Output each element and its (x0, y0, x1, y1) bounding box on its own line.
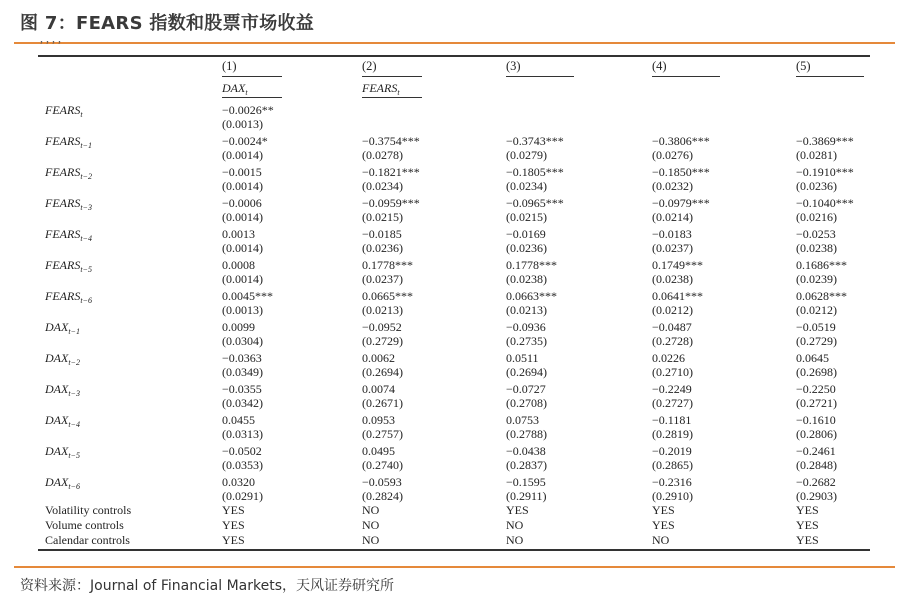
row-label-base: DAX (45, 413, 69, 427)
column-number-1: (1) (222, 59, 237, 73)
coefficient-cell: −0.3743*** (506, 134, 564, 148)
table-bottom-rule (38, 549, 870, 551)
std-error-cell: (0.0014) (222, 148, 263, 162)
coefficient-cell: −0.3869*** (796, 134, 854, 148)
std-error-cell: (0.0279) (506, 148, 547, 162)
std-error-cell: (0.2788) (506, 427, 547, 441)
control-value-cell: YES (796, 518, 819, 532)
control-label: Calendar controls (45, 533, 130, 547)
coefficient-cell: 0.0753 (506, 413, 539, 427)
control-value-cell: NO (362, 503, 380, 517)
control-value-cell: YES (796, 503, 819, 517)
control-value-cell: YES (796, 533, 819, 547)
coefficient-cell: −0.0169 (506, 227, 546, 241)
coefficient-cell: 0.1778*** (362, 258, 413, 272)
source-divider (14, 566, 895, 568)
column-number-4: (4) (652, 59, 667, 73)
std-error-cell: (0.0353) (222, 458, 263, 472)
std-error-cell: (0.0276) (652, 148, 693, 162)
table-top-rule (38, 55, 870, 57)
row-label-subscript: t (80, 110, 83, 119)
coefficient-cell: 0.0062 (362, 351, 395, 365)
coefficient-cell: −0.0185 (362, 227, 402, 241)
std-error-cell: (0.2721) (796, 396, 837, 410)
coefficient-cell: −0.1805*** (506, 165, 564, 179)
row-label-subscript: t−2 (68, 358, 80, 367)
std-error-cell: (0.0213) (362, 303, 403, 317)
std-error-cell: (0.0238) (652, 272, 693, 286)
std-error-cell: (0.0216) (796, 210, 837, 224)
std-error-cell: (0.0215) (362, 210, 403, 224)
row-label (45, 320, 80, 339)
std-error-cell: (0.0215) (506, 210, 547, 224)
row-label-subscript: t−6 (68, 482, 80, 491)
coefficient-cell: 0.0099 (222, 320, 255, 334)
std-error-cell: (0.0281) (796, 148, 837, 162)
row-label-base: FEARS (45, 134, 81, 148)
coefficient-cell: 0.0641*** (652, 289, 703, 303)
std-error-cell: (0.0236) (362, 241, 403, 255)
dependent-variable-base: FEARS (362, 81, 398, 95)
coefficient-cell: −0.0593 (362, 475, 402, 489)
column-underline-3 (506, 76, 574, 77)
dependent-variable-subscript: t (245, 88, 248, 97)
coefficient-cell: 0.0495 (362, 444, 395, 458)
row-label (45, 351, 80, 370)
dependent-variable-base: DAX (222, 81, 246, 95)
row-label-subscript: t−3 (68, 389, 80, 398)
coefficient-cell: −0.2249 (652, 382, 692, 396)
figure-title: 图 7：FEARS 指数和股票市场收益 (20, 13, 315, 34)
coefficient-cell: −0.1850*** (652, 165, 710, 179)
std-error-cell: (0.2735) (506, 334, 547, 348)
std-error-cell: (0.0236) (506, 241, 547, 255)
std-error-cell: (0.0349) (222, 365, 263, 379)
std-error-cell: (0.0014) (222, 272, 263, 286)
row-label-subscript: t−6 (80, 296, 92, 305)
std-error-cell: (0.0213) (506, 303, 547, 317)
coefficient-cell: −0.0006 (222, 196, 262, 210)
std-error-cell: (0.2710) (652, 365, 693, 379)
row-label-base: FEARS (45, 103, 81, 117)
row-label (45, 196, 92, 215)
control-value-cell: NO (362, 533, 380, 547)
coefficient-cell: −0.2250 (796, 382, 836, 396)
row-label-subscript: t−5 (68, 451, 80, 460)
column-underline-2 (362, 76, 422, 77)
coefficient-cell: 0.1749*** (652, 258, 703, 272)
coefficient-cell: −0.1610 (796, 413, 836, 427)
coefficient-cell: −0.2461 (796, 444, 836, 458)
coefficient-cell: 0.0455 (222, 413, 255, 427)
std-error-cell: (0.0291) (222, 489, 263, 503)
std-error-cell: (0.0234) (506, 179, 547, 193)
coefficient-cell: −0.0965*** (506, 196, 564, 210)
coefficient-cell: −0.0438 (506, 444, 546, 458)
control-value-cell: NO (652, 533, 670, 547)
std-error-cell: (0.0313) (222, 427, 263, 441)
control-value-cell: YES (222, 503, 245, 517)
std-error-cell: (0.2729) (796, 334, 837, 348)
std-error-cell: (0.0212) (652, 303, 693, 317)
coefficient-cell: −0.0519 (796, 320, 836, 334)
coefficient-cell: −0.0936 (506, 320, 546, 334)
coefficient-cell: −0.2682 (796, 475, 836, 489)
coefficient-cell: 0.0320 (222, 475, 255, 489)
coefficient-cell: 0.0045*** (222, 289, 273, 303)
coefficient-cell: −0.0183 (652, 227, 692, 241)
control-value-cell: YES (652, 518, 675, 532)
control-value-cell: NO (362, 518, 380, 532)
row-label-subscript: t−4 (68, 420, 80, 429)
control-value-cell: YES (222, 533, 245, 547)
dependent-underline-2 (362, 97, 422, 98)
coefficient-cell: 0.0008 (222, 258, 255, 272)
std-error-cell: (0.0238) (796, 241, 837, 255)
std-error-cell: (0.0214) (652, 210, 693, 224)
column-number-3: (3) (506, 59, 521, 73)
std-error-cell: (0.0014) (222, 241, 263, 255)
row-label (45, 165, 92, 184)
std-error-cell: (0.0237) (652, 241, 693, 255)
coefficient-cell: −0.3806*** (652, 134, 710, 148)
coefficient-cell: −0.3754*** (362, 134, 420, 148)
std-error-cell: (0.2694) (506, 365, 547, 379)
std-error-cell: (0.2694) (362, 365, 403, 379)
row-label (45, 382, 80, 401)
row-label-subscript: t−1 (80, 141, 92, 150)
std-error-cell: (0.2728) (652, 334, 693, 348)
coefficient-cell: 0.0663*** (506, 289, 557, 303)
std-error-cell: (0.0013) (222, 303, 263, 317)
coefficient-cell: −0.1040*** (796, 196, 854, 210)
row-label-base: DAX (45, 320, 69, 334)
row-label (45, 227, 92, 246)
coefficient-cell: 0.0645 (796, 351, 829, 365)
std-error-cell: (0.2837) (506, 458, 547, 472)
row-label-subscript: t−3 (80, 203, 92, 212)
row-label (45, 289, 92, 308)
coefficient-cell: −0.0355 (222, 382, 262, 396)
std-error-cell: (0.0232) (652, 179, 693, 193)
std-error-cell: (0.0239) (796, 272, 837, 286)
coefficient-cell: −0.2019 (652, 444, 692, 458)
std-error-cell: (0.2910) (652, 489, 693, 503)
coefficient-cell: 0.1686*** (796, 258, 847, 272)
coefficient-cell: −0.0015 (222, 165, 262, 179)
row-label-base: DAX (45, 475, 69, 489)
coefficient-cell: 0.0628*** (796, 289, 847, 303)
row-label (45, 134, 92, 153)
row-label-subscript: t−4 (80, 234, 92, 243)
coefficient-cell: −0.2316 (652, 475, 692, 489)
coefficient-cell: 0.0013 (222, 227, 255, 241)
std-error-cell: (0.2848) (796, 458, 837, 472)
std-error-cell: (0.0238) (506, 272, 547, 286)
coefficient-cell: −0.0487 (652, 320, 692, 334)
std-error-cell: (0.2806) (796, 427, 837, 441)
std-error-cell: (0.2727) (652, 396, 693, 410)
std-error-cell: (0.2903) (796, 489, 837, 503)
row-label-base: DAX (45, 382, 69, 396)
row-label (45, 103, 83, 122)
coefficient-cell: 0.1778*** (506, 258, 557, 272)
coefficient-cell: 0.0511 (506, 351, 539, 365)
row-label-subscript: t−2 (80, 172, 92, 181)
std-error-cell: (0.2698) (796, 365, 837, 379)
coefficient-cell: −0.0959*** (362, 196, 420, 210)
coefficient-cell: −0.0979*** (652, 196, 710, 210)
coefficient-cell: −0.1910*** (796, 165, 854, 179)
row-label-subscript: t−1 (68, 327, 80, 336)
std-error-cell: (0.2824) (362, 489, 403, 503)
coefficient-cell: 0.0953 (362, 413, 395, 427)
row-label-base: DAX (45, 444, 69, 458)
dependent-underline-1 (222, 97, 282, 98)
std-error-cell: (0.0304) (222, 334, 263, 348)
row-label (45, 258, 92, 277)
coefficient-cell: −0.0502 (222, 444, 262, 458)
control-value-cell: YES (652, 503, 675, 517)
coefficient-cell: −0.0363 (222, 351, 262, 365)
std-error-cell: (0.0342) (222, 396, 263, 410)
cropped-caption-fragment: , , , , (40, 38, 61, 45)
std-error-cell: (0.2819) (652, 427, 693, 441)
control-value-cell: NO (506, 533, 524, 547)
coefficient-cell: −0.0026** (222, 103, 274, 117)
std-error-cell: (0.0278) (362, 148, 403, 162)
std-error-cell: (0.2740) (362, 458, 403, 472)
std-error-cell: (0.0234) (362, 179, 403, 193)
std-error-cell: (0.0014) (222, 179, 263, 193)
coefficient-cell: −0.0024* (222, 134, 268, 148)
row-label (45, 444, 80, 463)
row-label-base: FEARS (45, 258, 81, 272)
source-note: 资料来源：Journal of Financial Markets，天风证券研究所 (20, 578, 394, 594)
coefficient-cell: −0.0727 (506, 382, 546, 396)
coefficient-cell: −0.1181 (652, 413, 692, 427)
std-error-cell: (0.0236) (796, 179, 837, 193)
row-label (45, 413, 80, 432)
std-error-cell: (0.2911) (506, 489, 547, 503)
row-label-base: FEARS (45, 165, 81, 179)
column-underline-4 (652, 76, 720, 77)
coefficient-cell: −0.0952 (362, 320, 402, 334)
row-label-base: FEARS (45, 196, 81, 210)
column-underline-1 (222, 76, 282, 77)
coefficient-cell: 0.0665*** (362, 289, 413, 303)
coefficient-cell: 0.0226 (652, 351, 685, 365)
std-error-cell: (0.2671) (362, 396, 403, 410)
column-number-5: (5) (796, 59, 811, 73)
column-number-2: (2) (362, 59, 377, 73)
std-error-cell: (0.2865) (652, 458, 693, 472)
control-label: Volatility controls (45, 503, 132, 517)
control-label: Volume controls (45, 518, 124, 532)
dependent-variable-subscript: t (397, 88, 400, 97)
coefficient-cell: 0.0074 (362, 382, 395, 396)
std-error-cell: (0.2757) (362, 427, 403, 441)
control-value-cell: YES (506, 503, 529, 517)
coefficient-cell: −0.1595 (506, 475, 546, 489)
row-label-subscript: t−5 (80, 265, 92, 274)
coefficient-cell: −0.1821*** (362, 165, 420, 179)
std-error-cell: (0.2708) (506, 396, 547, 410)
column-underline-5 (796, 76, 864, 77)
row-label (45, 475, 80, 494)
std-error-cell: (0.0013) (222, 117, 263, 131)
row-label-base: DAX (45, 351, 69, 365)
coefficient-cell: −0.0253 (796, 227, 836, 241)
row-label-base: FEARS (45, 289, 81, 303)
std-error-cell: (0.2729) (362, 334, 403, 348)
std-error-cell: (0.0237) (362, 272, 403, 286)
std-error-cell: (0.0014) (222, 210, 263, 224)
std-error-cell: (0.0212) (796, 303, 837, 317)
control-value-cell: NO (506, 518, 524, 532)
row-label-base: FEARS (45, 227, 81, 241)
control-value-cell: YES (222, 518, 245, 532)
